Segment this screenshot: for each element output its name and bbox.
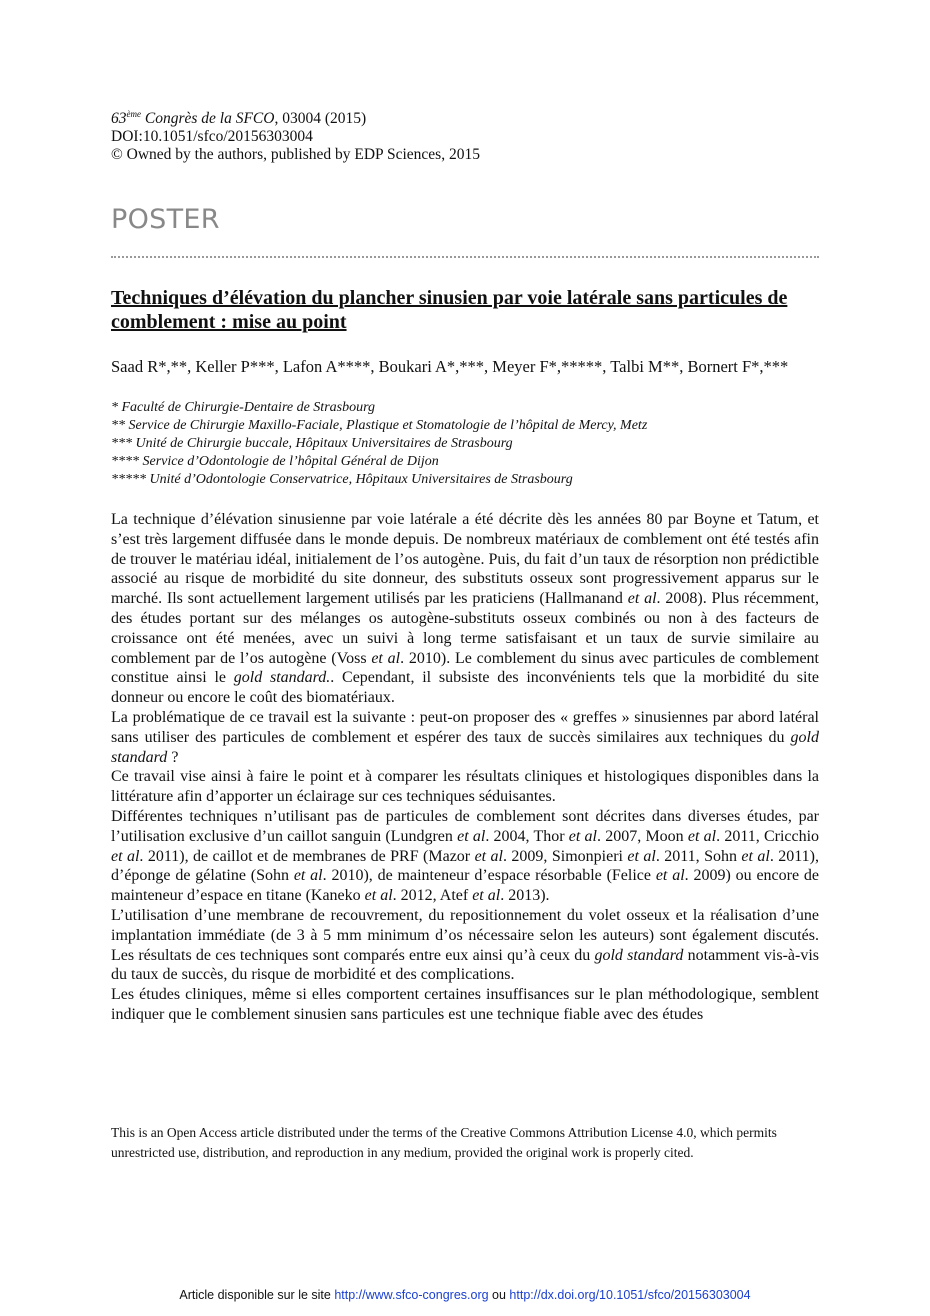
paragraph bbox=[111, 510, 819, 708]
affiliation-item: * Faculté de Chirurgie-Dentaire de Strasbourg bbox=[111, 400, 376, 415]
text-run: L’utilisation d’une membrane de recouvrement, du repositionnement du volet osseux et la réalisation d’une implantation immédiate (de 3 à 5 mm minimum d’os nécessaire selon les auteurs) sont également discutés. Les résultats de ces techniques sont comparés entre eux ainsi qu’à ceux du bbox=[111, 906, 819, 964]
text-run: . 2007, Moon bbox=[597, 827, 688, 845]
text-run: . 2013). bbox=[500, 887, 550, 905]
article-title: Techniques d’élévation du plancher sinusien par voie latérale sans particules de comblement : mise au point bbox=[111, 287, 788, 333]
conference-line bbox=[111, 110, 819, 128]
text-run: . 2008). Plus récemment, des études portant sur des mélanges os autogène-substituts osseux combinés ou non à des facteurs de croissance ont été menées, avec un suivi à long terme satisfaisant et un taux de survie similaire au comblement par de l’os autogène (Voss bbox=[111, 590, 820, 667]
emphasis: et al bbox=[111, 847, 140, 865]
paragraph bbox=[111, 708, 819, 767]
text-run: . Cependant, il subsiste des inconvénients tels que la morbidité du site donneur ou encore le coût des biomatériaux. bbox=[111, 669, 819, 707]
paragraph: Ce travail vise ainsi à faire le point et à comparer les résultats cliniques et histologiques disponibles dans la littérature afin d’apporter un éclairage sur ces techniques séduisantes. bbox=[111, 768, 819, 806]
text-run: . 2011, Cricchio bbox=[716, 827, 820, 845]
paragraph bbox=[111, 906, 819, 985]
text-run: notamment vis-à-vis du taux de succès, du risque de morbidité et des complications. bbox=[111, 946, 820, 984]
doi-link[interactable]: http://dx.doi.org/10.1051/sfco/20156303004 bbox=[509, 1288, 751, 1302]
abstract-body bbox=[111, 510, 819, 1025]
emphasis: et al bbox=[655, 867, 685, 885]
paragraph bbox=[111, 807, 819, 906]
text-run: . 2009) ou encore de mainteneur d’espace en titane (Kaneko bbox=[111, 867, 820, 905]
text-run: La problématique de ce travail est la suivante : peut-on proposer des « greffes » sinusiennes par abord latéral sans utiliser des particules de comblement et espérer des taux de succès similaires aux techniques du bbox=[111, 708, 819, 746]
affiliations bbox=[111, 399, 819, 489]
text-run: . 2011), de caillot et de membranes de PRF (Mazor bbox=[139, 847, 475, 865]
conference-reference: , 03004 (2015) bbox=[274, 110, 367, 127]
dotted-divider bbox=[111, 248, 819, 258]
emphasis: et al bbox=[472, 887, 501, 905]
emphasis: et al bbox=[741, 847, 770, 865]
emphasis: gold standard. bbox=[233, 669, 331, 687]
text-run: . 2009, Simonpieri bbox=[503, 847, 628, 865]
emphasis: et al bbox=[371, 649, 401, 667]
page-footer bbox=[0, 1288, 930, 1302]
section-label: POSTER bbox=[111, 204, 220, 235]
copyright-line: © Owned by the authors, published by EDP Sciences, 2015 bbox=[111, 146, 480, 163]
conference-number: 63 bbox=[111, 110, 127, 127]
emphasis: gold standard bbox=[594, 946, 684, 964]
emphasis: et al bbox=[627, 847, 656, 865]
text-run: . 2010), de mainteneur d’espace résorbable (Felice bbox=[322, 867, 656, 885]
publication-header bbox=[111, 110, 819, 164]
text-run: . 2011), d’éponge de gélatine (Sohn bbox=[111, 847, 819, 885]
affiliation-item: ** Service de Chirurgie Maxillo-Faciale, Plastique et Stomatologie de l’hôpital de Mercy, Metz bbox=[111, 418, 648, 433]
doi-line: DOI:10.1051/sfco/20156303004 bbox=[111, 128, 313, 145]
affiliation-item: *** Unité de Chirurgie buccale, Hôpitaux Universitaires de Strasbourg bbox=[111, 436, 513, 451]
emphasis: et al bbox=[474, 847, 503, 865]
text-run: . 2011, Sohn bbox=[655, 847, 742, 865]
sfco-site-link[interactable]: http://www.sfco-congres.org bbox=[334, 1288, 489, 1302]
emphasis: et al bbox=[293, 867, 323, 885]
author-list: Saad R*,**, Keller P***, Lafon A****, Boukari A*,***, Meyer F*,*****, Talbi M**, Bornert F*,*** bbox=[111, 357, 789, 376]
emphasis: et al bbox=[568, 827, 598, 845]
emphasis: et al bbox=[627, 590, 657, 608]
emphasis: et al bbox=[457, 827, 486, 845]
affiliation-item: ***** Unité d’Odontologie Conservatrice, Hôpitaux Universitaires de Strasbourg bbox=[111, 472, 573, 487]
text-run: . 2010). Le comblement du sinus avec particules de comblement constitue ainsi le bbox=[111, 649, 820, 687]
license-notice: This is an Open Access article distributed under the terms of the Creative Commons Attribution License 4.0, which permits unrestricted use, distribution, and reproduction in any medium, provided the original work is properly cited. bbox=[111, 1125, 777, 1160]
conference-name: Congrès de la SFCO bbox=[141, 110, 275, 127]
text-run: La technique d’élévation sinusienne par voie latérale a été décrite dès les années 80 par Boyne et Tatum, et s’est très largement diffusée dans le monde depuis. De nombreux matériaux de comblement ont été testés afin de trouver le matériau idéal, initialement de l’os autogène. Puis, du fait d’un taux de résorption non prédictible associé au risque de morbidité du site donneur, des substituts osseux sont progressivement apparus sur le marché. Ils sont actuellement largement utilisés par les praticiens (Hallmanand bbox=[111, 511, 819, 608]
text-run: . 2012, Atef bbox=[392, 887, 473, 905]
emphasis: et al bbox=[364, 887, 393, 905]
footer-text: Article disponible sur le site bbox=[179, 1288, 335, 1302]
emphasis: gold standard bbox=[111, 728, 819, 766]
text-run: ? bbox=[167, 748, 179, 766]
text-run: . 2004, Thor bbox=[485, 827, 569, 845]
emphasis: et al bbox=[687, 827, 717, 845]
footer-text: ou bbox=[488, 1288, 510, 1302]
conference-number-suffix: ème bbox=[126, 109, 141, 119]
affiliation-item: **** Service d’Odontologie de l’hôpital Général de Dijon bbox=[111, 454, 439, 469]
paragraph: Les études cliniques, même si elles comportent certaines insuffisances sur le plan méthodologique, semblent indiquer que le comblement sinusien sans particules est une technique fiable avec des études bbox=[111, 986, 819, 1023]
text-run: Différentes techniques n’utilisant pas de particules de comblement sont décrites dans diverses études, par l’utilisation exclusive d’un caillot sanguin (Lundgren bbox=[111, 807, 819, 845]
